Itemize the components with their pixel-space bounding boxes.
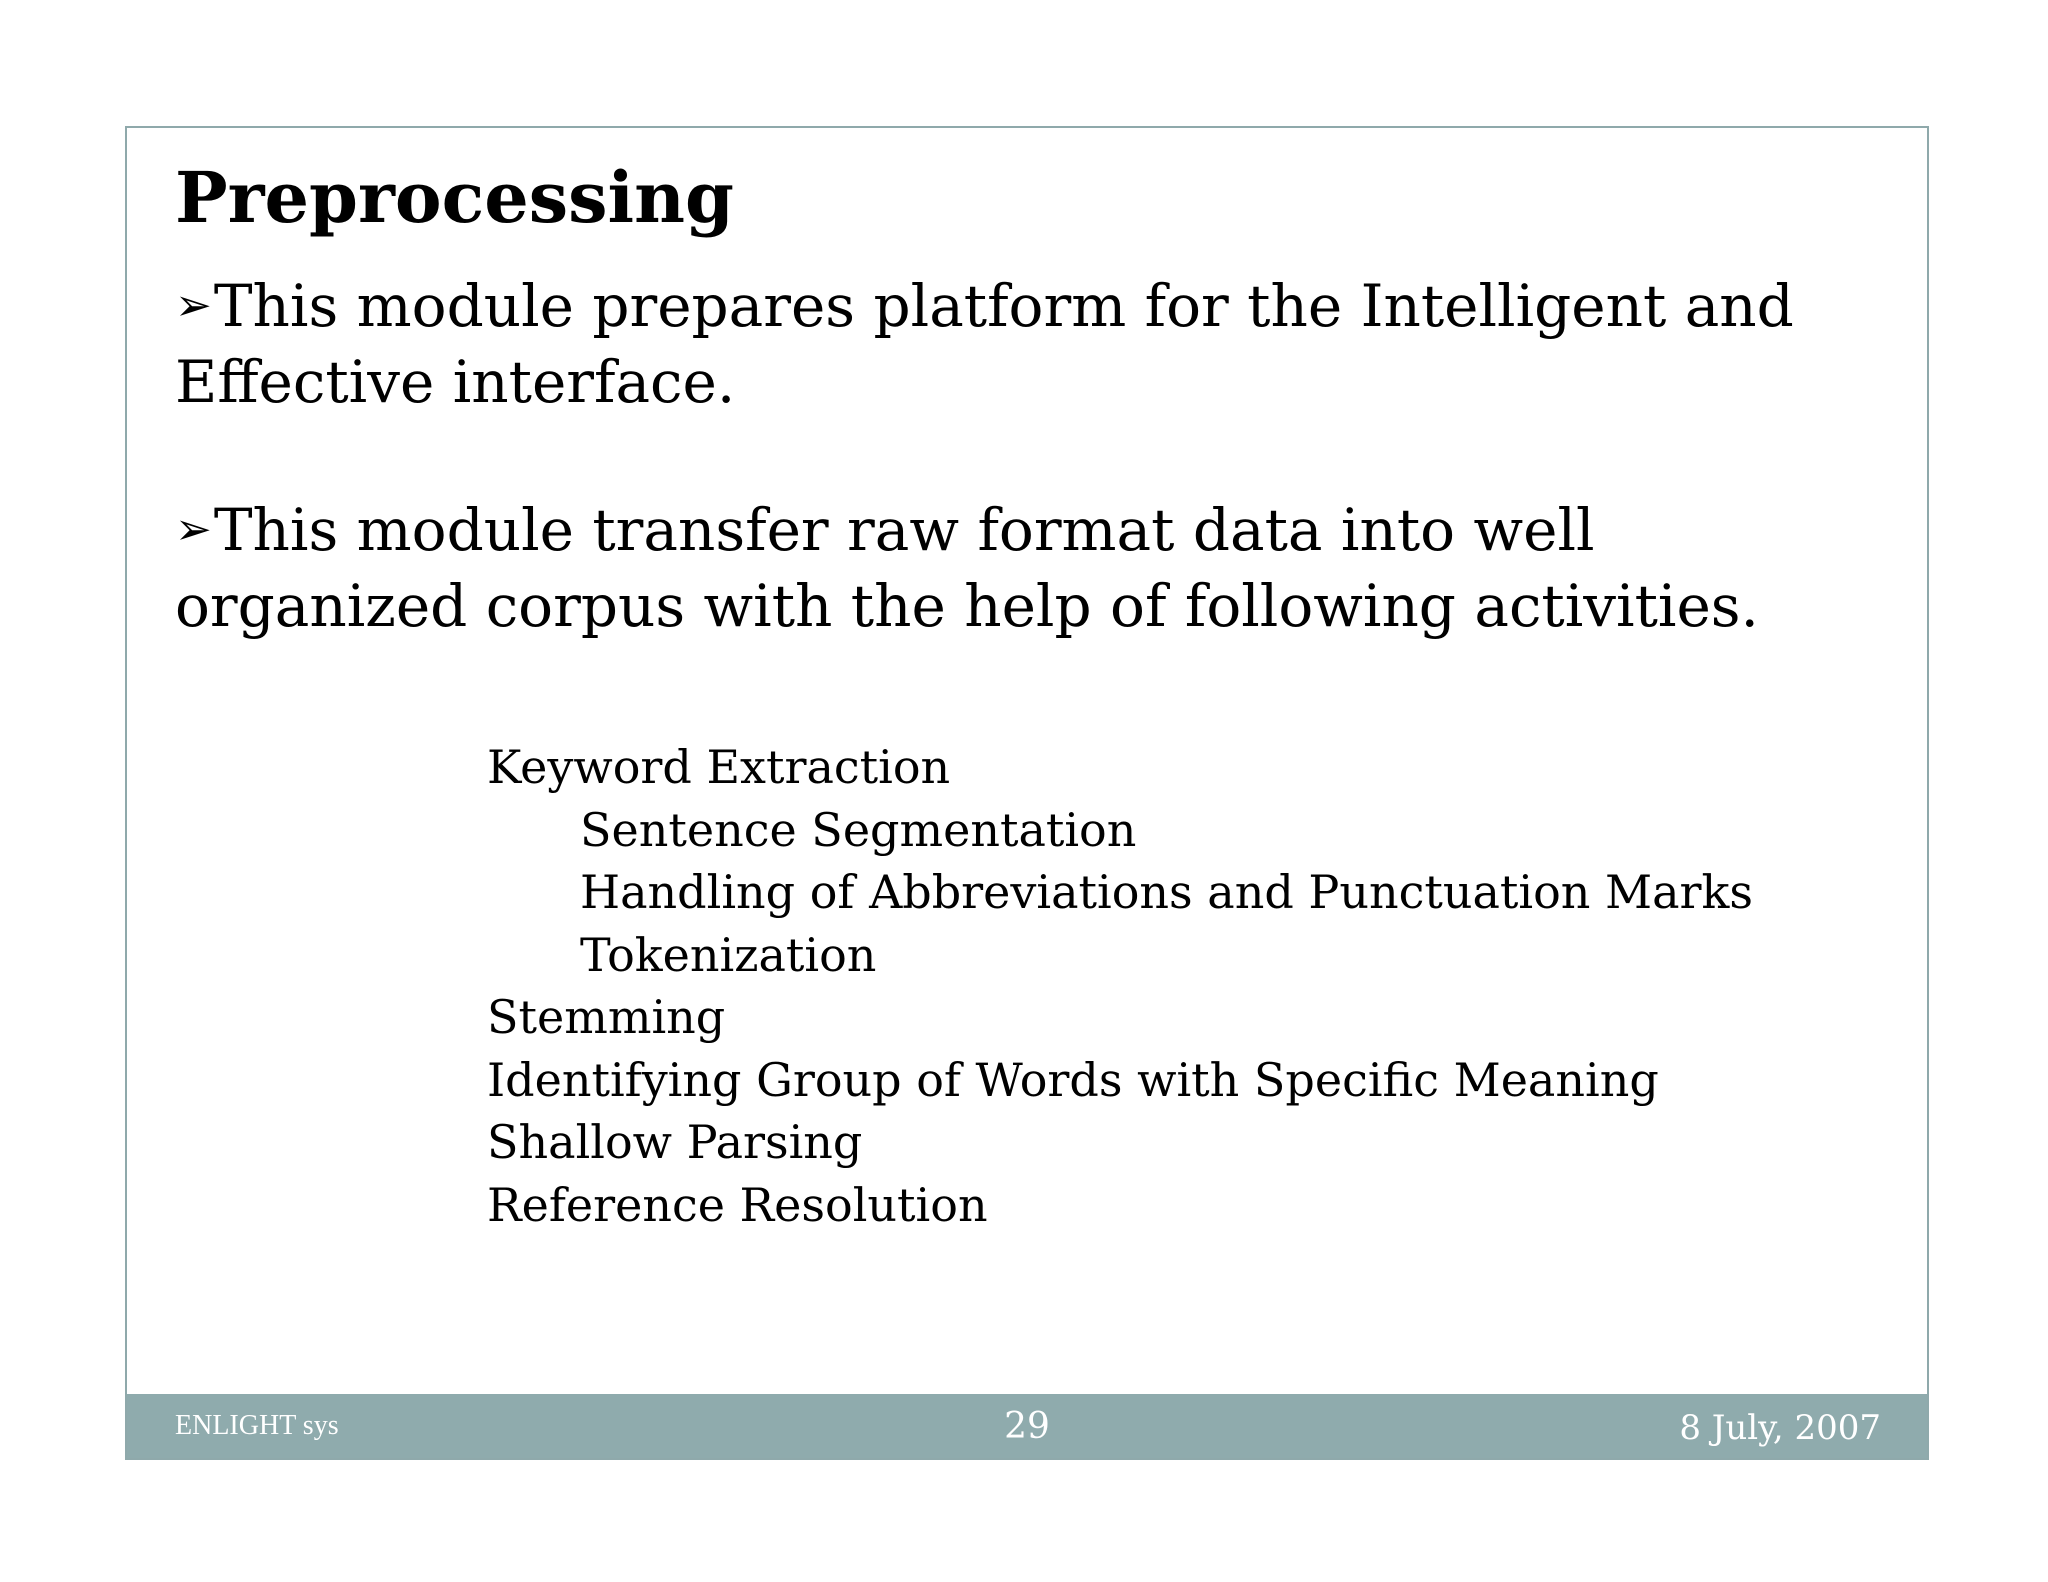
footer-date: 8 July, 2007 (1679, 1408, 1881, 1448)
activity-subitem: Tokenization (580, 927, 877, 982)
activity-item: Keyword Extraction (487, 740, 951, 794)
bullet-text: This module prepares platform for the Intelligent and Effective interface. (175, 272, 1794, 416)
bullet-text: This module transfer raw format data into well organized corpus with the help of following activities. (175, 496, 1759, 640)
activity-item: Reference Resolution (487, 1177, 988, 1232)
activity-item: Shallow Parsing (487, 1115, 863, 1169)
footer-band (127, 1394, 1927, 1458)
bullet-item (175, 268, 1895, 420)
arrow-bullet-icon: ➢ (175, 280, 212, 331)
activity-subitem: Handling of Abbreviations and Punctuation Marks (580, 865, 1754, 919)
page-number: 29 (1004, 1406, 1050, 1447)
activities-list (487, 736, 1753, 1236)
slide-title: Preprocessing (175, 156, 734, 239)
activity-subitem: Sentence Segmentation (580, 802, 1137, 857)
activity-item: Stemming (487, 990, 726, 1044)
bullet-item (175, 492, 1895, 644)
arrow-bullet-icon: ➢ (175, 504, 212, 555)
footer-organization: ENLIGHT sys (175, 1410, 339, 1441)
slide (125, 126, 1929, 1460)
activity-item: Identifying Group of Words with Specific Meaning (487, 1052, 1659, 1107)
